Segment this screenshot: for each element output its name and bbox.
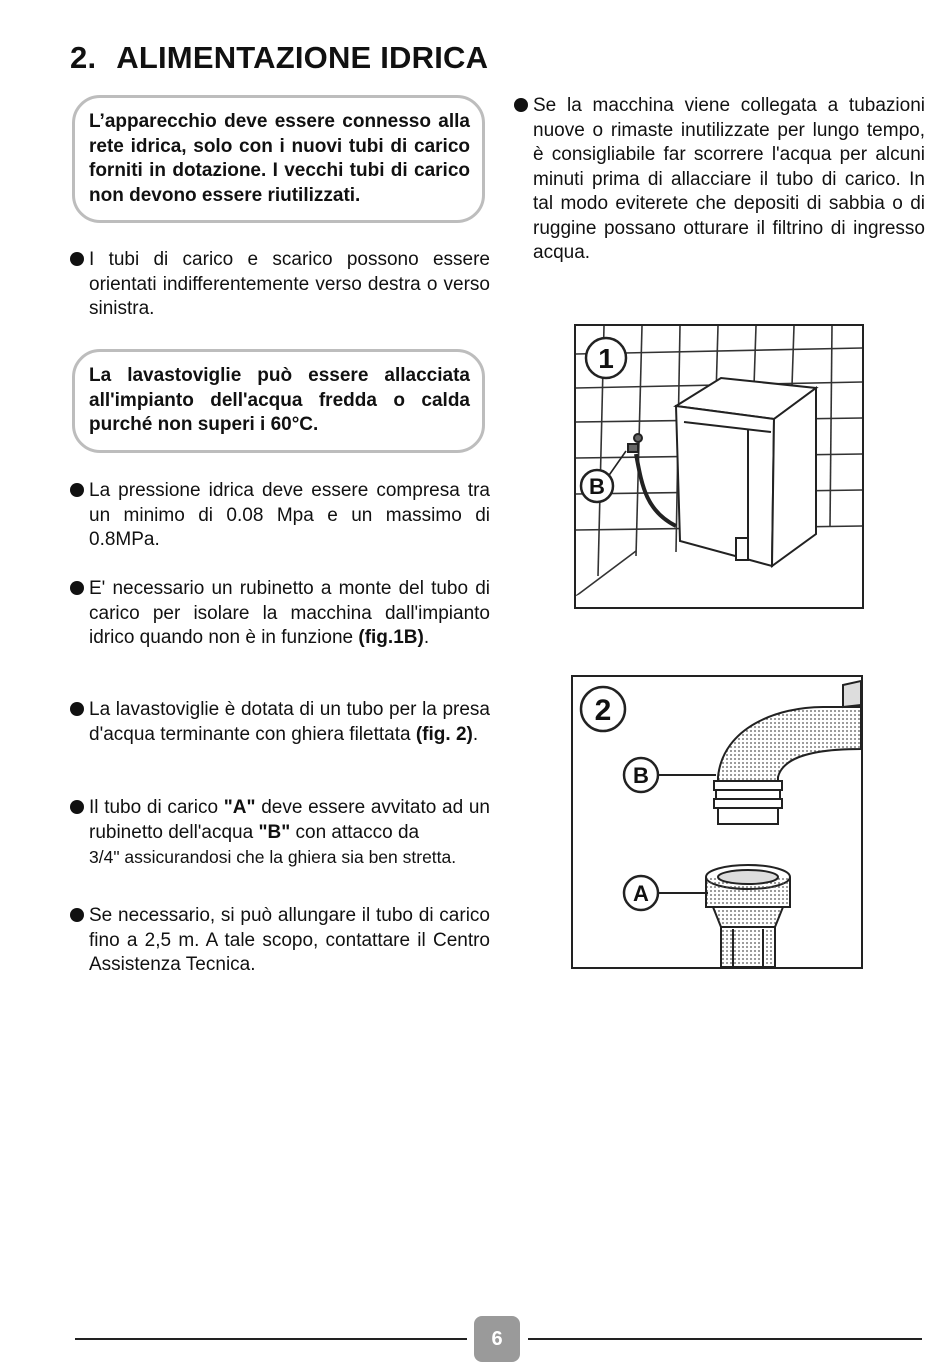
figure-reference: (fig.1B): [358, 627, 424, 648]
figure-2-hose-connection: [571, 675, 863, 969]
bullet-tap-required: [70, 577, 490, 651]
note-box-water-temperature: La lavastoviglie può essere allacciata all'impianto dell'acqua fredda o calda purché non superi i 60°C.: [72, 349, 485, 453]
bullet-punctuation: .: [423, 627, 430, 648]
figure-1-dishwasher-connection: [574, 324, 864, 609]
bullet-dot: [70, 483, 84, 497]
bullet-text: La pressione idrica deve essere compresa tra un minimo di 0.08 Mpa e un massimo di 0.8MPa.: [89, 480, 490, 550]
bullet-punctuation: .: [472, 723, 479, 745]
figure-2-illustration: [573, 677, 861, 967]
bullet-water-pressure: [70, 479, 490, 553]
figure-2-label-b: B: [633, 763, 649, 788]
bullet-dot: [514, 98, 528, 112]
bullet-text: Se la macchina viene collegata a tubazioni nuove o rimaste inutilizzate per lungo tempo, è consigliabile far scorrere l'acqua per alcuni minuti prima di allacciare il tubo di carico. In tal modo eviterete che depositi di sabbia o di ruggine possano otturare il filtrino di ingresso acqua.: [533, 95, 925, 263]
bullet-dot: [70, 252, 84, 266]
bullet-text: con attacco da: [290, 821, 420, 843]
bullet-dot: [70, 702, 84, 716]
bullet-dot: [70, 800, 84, 814]
bullet-text: La lavastoviglie è dotata di un tubo per la presa d'acqua terminante con ghiera filettata: [89, 699, 490, 745]
page-number: 6: [474, 1316, 520, 1362]
bullet-text: Il tubo di carico: [89, 797, 224, 818]
bullet-extend-hose: [70, 904, 490, 978]
bullet-text: I tubi di carico e scarico possono essere orientati indifferentemente verso destra o verso sinistra.: [89, 249, 490, 319]
figure-2-number: 2: [594, 694, 612, 727]
bullet-text: Se necessario, si può allungare il tubo di carico fino a 2,5 m. A tale scopo, contattare il Centro Assistenza Tecnica.: [89, 905, 490, 975]
figure-1-label-b: B: [589, 474, 605, 499]
section-title: [70, 40, 488, 76]
bullet-threaded-ring: [70, 698, 490, 747]
figure-1-illustration: [576, 326, 862, 607]
figure-2-label-a: A: [633, 881, 649, 906]
label-a-reference: "A": [223, 797, 256, 818]
note-box-new-hoses: L’apparecchio deve essere connesso alla rete idrica, solo con i nuovi tubi di carico forniti in dotazione. I vecchi tubi di carico non devono essere riutilizzati.: [72, 95, 485, 223]
bullet-hose-orientation: [70, 248, 490, 322]
bullet-dot: [70, 581, 84, 595]
bullet-text: 3/4" assicurandosi che la ghiera sia ben stretta.: [89, 847, 457, 867]
figure-1-number: 1: [598, 343, 614, 374]
bullet-flush-pipes: [514, 94, 925, 266]
bullet-screw-hose: [70, 796, 490, 871]
footer-rule-right: [528, 1338, 922, 1340]
footer-rule-left: [75, 1338, 467, 1340]
bullet-text: E' necessario un rubinetto a monte del tubo di carico per isolare la macchina dall'impianto idrico quando non è in funzione: [89, 578, 490, 648]
label-b-reference: "B": [258, 821, 291, 843]
section-title-text: ALIMENTAZIONE IDRICA: [116, 40, 489, 75]
bullet-text: deve essere avvitato ad un rubinetto dell'acqua: [89, 797, 490, 843]
section-number: 2.: [70, 40, 97, 75]
bullet-dot: [70, 908, 84, 922]
figure-reference: (fig. 2): [415, 723, 473, 745]
